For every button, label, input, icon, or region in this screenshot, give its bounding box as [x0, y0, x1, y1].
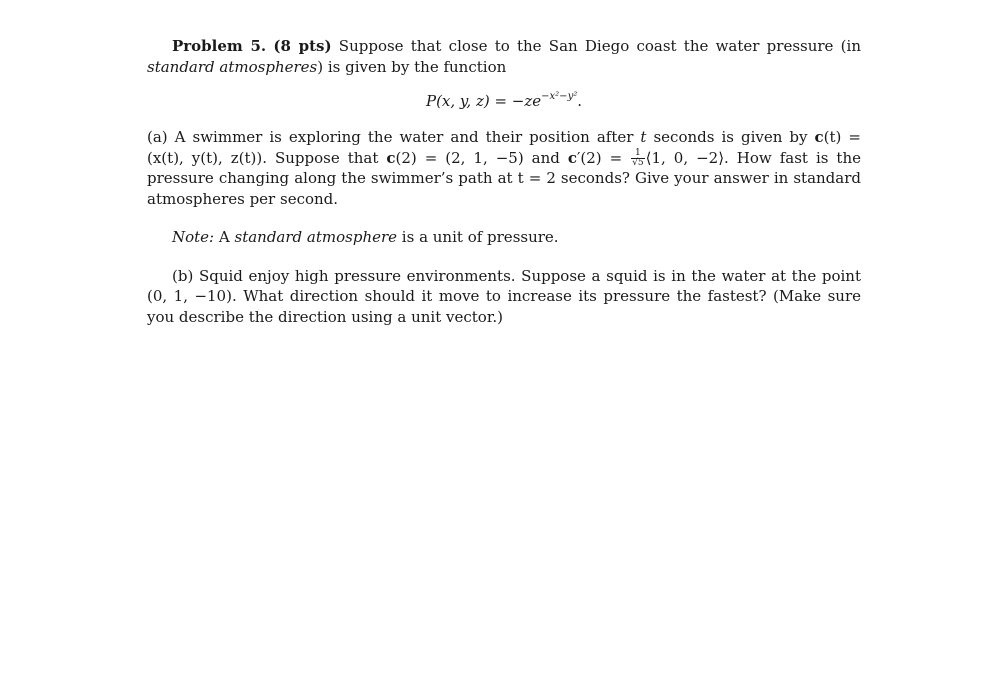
intro-text-1: Suppose that close to the San Diego coast the water pressure (in — [338, 37, 861, 55]
equation-exponent: −x²−y² — [541, 91, 578, 102]
note-emphasis: standard atmosphere — [234, 228, 398, 246]
part-a-text-3: (t) = (x(t), y(t), z(t)). Suppose that — [147, 128, 861, 167]
part-a-c-vector-3: c — [567, 148, 577, 167]
part-a — [147, 127, 861, 209]
part-a-text-2: seconds is given by — [646, 128, 815, 146]
part-a-text-5: ′(2) = — [577, 148, 631, 167]
pressure-equation — [147, 89, 861, 113]
part-b: (b) Squid enjoy high pressure environments. Suppose a squid is in the water at the point (0, 1, −10). What direction should it move to increase its pressure the fastest? (Make sure you describe the direction using a unit vector.) — [147, 266, 861, 326]
part-a-text-4: (2) = (2, 1, −5) and — [395, 148, 568, 167]
equation-lhs: P(x, y, z) = −ze — [425, 92, 542, 110]
part-a-t-var: t — [640, 128, 647, 146]
problem-heading: Problem 5. — [172, 37, 267, 55]
equation-end: . — [577, 92, 583, 110]
problem-intro — [147, 36, 861, 77]
fraction-one-over-root-five — [631, 149, 644, 168]
fraction-denominator: √5 — [632, 158, 644, 168]
part-a-c-vector: c — [814, 128, 824, 146]
part-a-c-vector-2: c — [386, 148, 396, 167]
fraction-numerator: 1 — [631, 149, 644, 159]
note-text-2: is a unit of pressure. — [397, 228, 559, 246]
intro-text-2: ) is given by the function — [317, 57, 507, 76]
part-a-text-1: (a) A swimmer is exploring the water and their position after — [147, 128, 641, 146]
intro-emphasis: standard atmospheres — [147, 57, 318, 76]
note-label: Note: — [172, 228, 215, 246]
problem-points: (8 pts) — [273, 37, 332, 55]
part-a-text-6: ⟨1, 0, −2⟩. How fast is the pressure changing along the swimmer’s path at t = 2 seconds? Give your answer in standard atmospheres per second. — [147, 148, 861, 208]
problem-document — [147, 36, 861, 327]
note — [147, 227, 861, 248]
note-text-1: A — [214, 228, 235, 246]
